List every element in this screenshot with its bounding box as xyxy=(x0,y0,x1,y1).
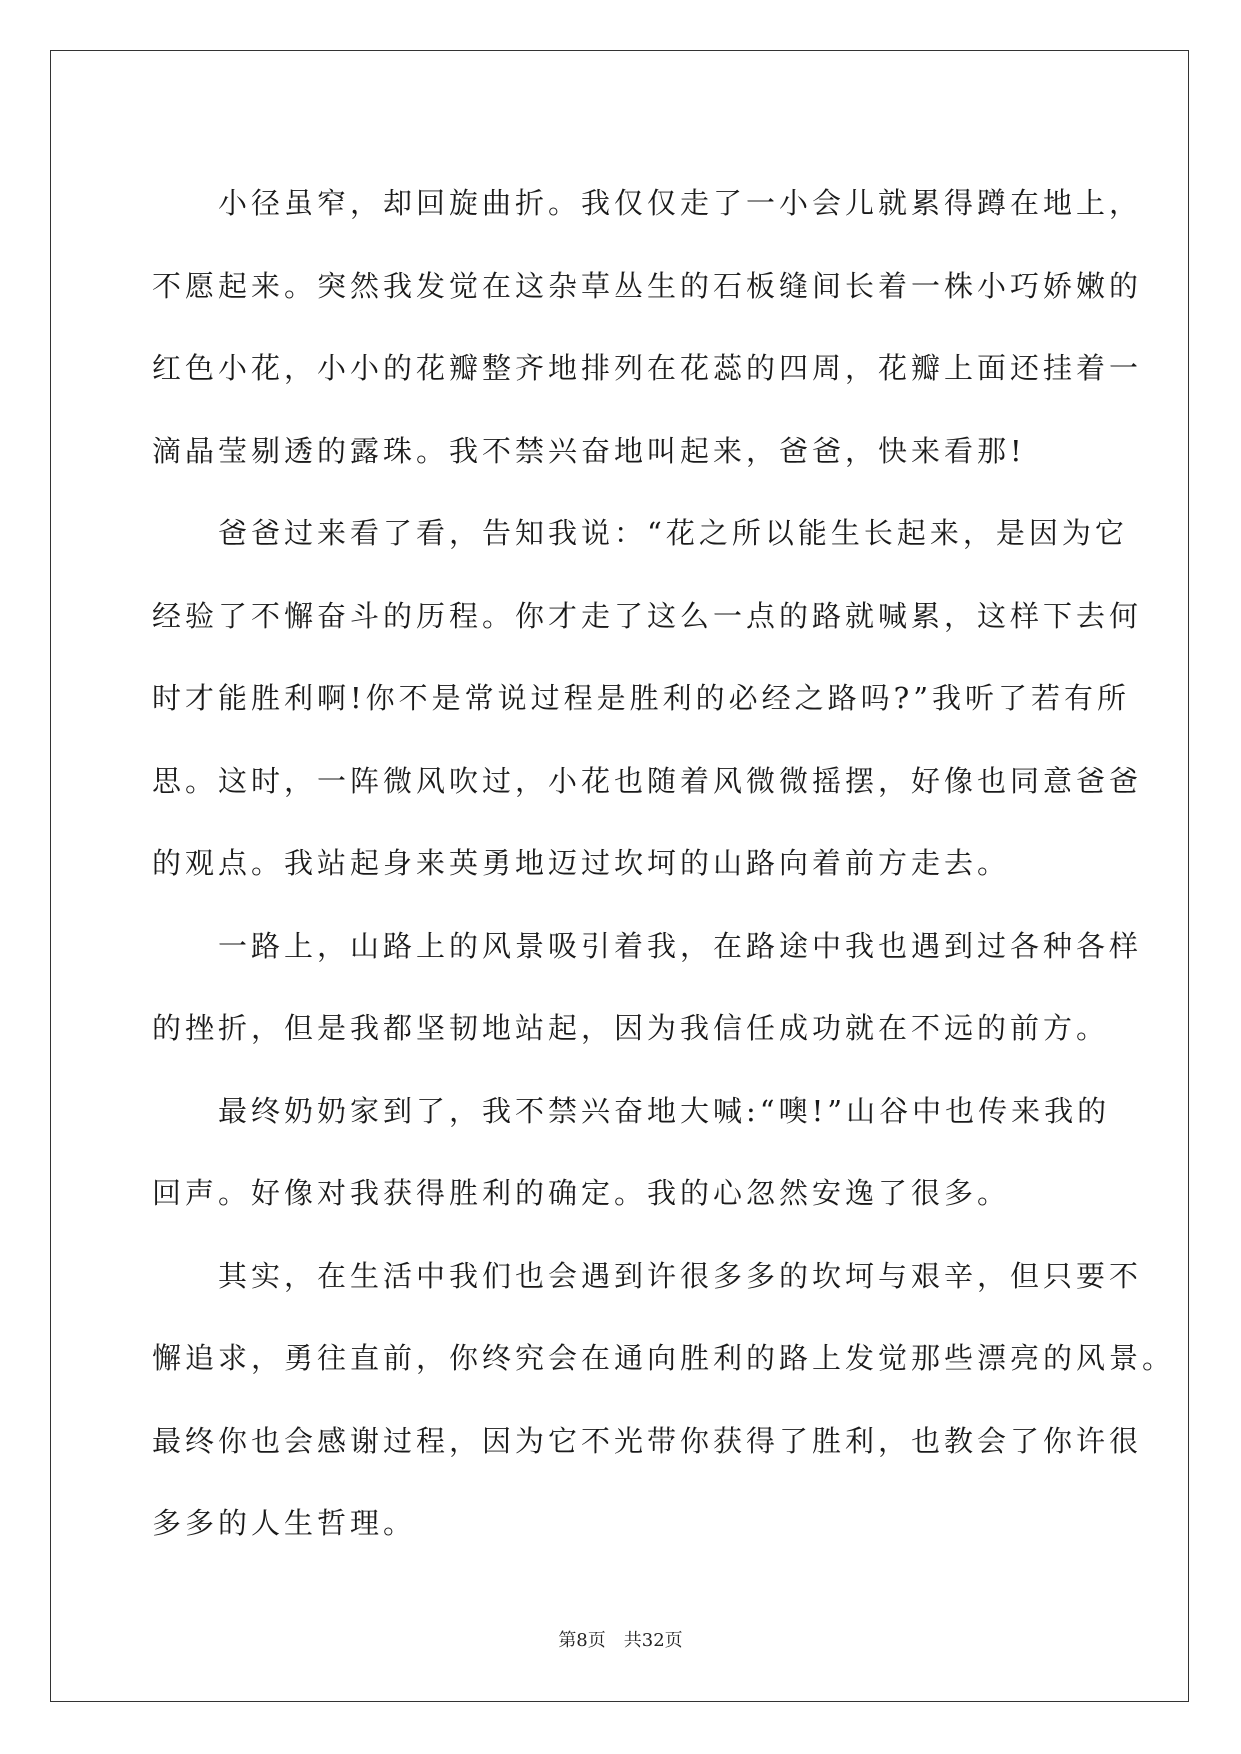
text-line: 一路上，山路上的风景吸引着我，在路途中我也遇到过各种各样 xyxy=(218,928,1143,963)
page-total: 共32页 xyxy=(623,1630,683,1651)
text-line: 的观点。我站起身来英勇地迈过坎坷的山路向着前方走去。 xyxy=(152,846,1011,880)
text-line: 最终奶奶家到了，我不禁兴奋地大喊:“噢!”山谷中也传来我的 xyxy=(218,1093,1111,1128)
text-line: 懈追求，勇往直前，你终究会在通向胜利的路上发觉那些漂亮的风景。 xyxy=(152,1341,1176,1375)
paragraph xyxy=(152,162,1143,492)
paragraph xyxy=(152,1070,1111,1235)
paragraph xyxy=(152,492,1143,905)
text-line: 思。这时，一阵微风吹过，小花也随着风微微摇摆，好像也同意爸爸 xyxy=(152,763,1143,798)
paragraph xyxy=(152,905,1143,1070)
text-line: 回声。好像对我获得胜利的确定。我的心忽然安逸了很多。 xyxy=(152,1176,1011,1210)
text-line: 滴晶莹剔透的露珠。我不禁兴奋地叫起来，爸爸，快来看那! xyxy=(152,433,1026,468)
text-line: 时才能胜利啊!你不是常说过程是胜利的必经之路吗?”我听了若有所 xyxy=(152,681,1131,715)
text-line: 小径虽窄，却回旋曲折。我仅仅走了一小会儿就累得蹲在地上， xyxy=(218,186,1143,220)
text-line: 不愿起来。突然我发觉在这杂草丛生的石板缝间长着一株小巧娇嫩的 xyxy=(152,268,1143,303)
document-body xyxy=(152,162,1176,1565)
text-line: 的挫折，但是我都坚韧地站起，因为我信任成功就在不远的前方。 xyxy=(152,1011,1110,1045)
text-line: 经验了不懈奋斗的历程。你才走了这么一点的路就喊累，这样下去何 xyxy=(152,598,1143,633)
text-line: 红色小花，小小的花瓣整齐地排列在花蕊的四周，花瓣上面还挂着一 xyxy=(152,351,1143,385)
paragraph xyxy=(152,1235,1176,1565)
text-line: 其实，在生活中我们也会遇到许很多多的坎坷与艰辛，但只要不 xyxy=(218,1258,1143,1293)
text-line: 最终你也会感谢过程，因为它不光带你获得了胜利，也教会了你许很 xyxy=(152,1423,1143,1458)
text-line: 多多的人生哲理。 xyxy=(152,1506,417,1540)
text-line: 爸爸过来看了看，告知我说：“花之所以能生长起来，是因为它 xyxy=(218,516,1128,550)
page-number: 第8页 xyxy=(558,1630,606,1651)
page-footer xyxy=(0,1626,1241,1652)
